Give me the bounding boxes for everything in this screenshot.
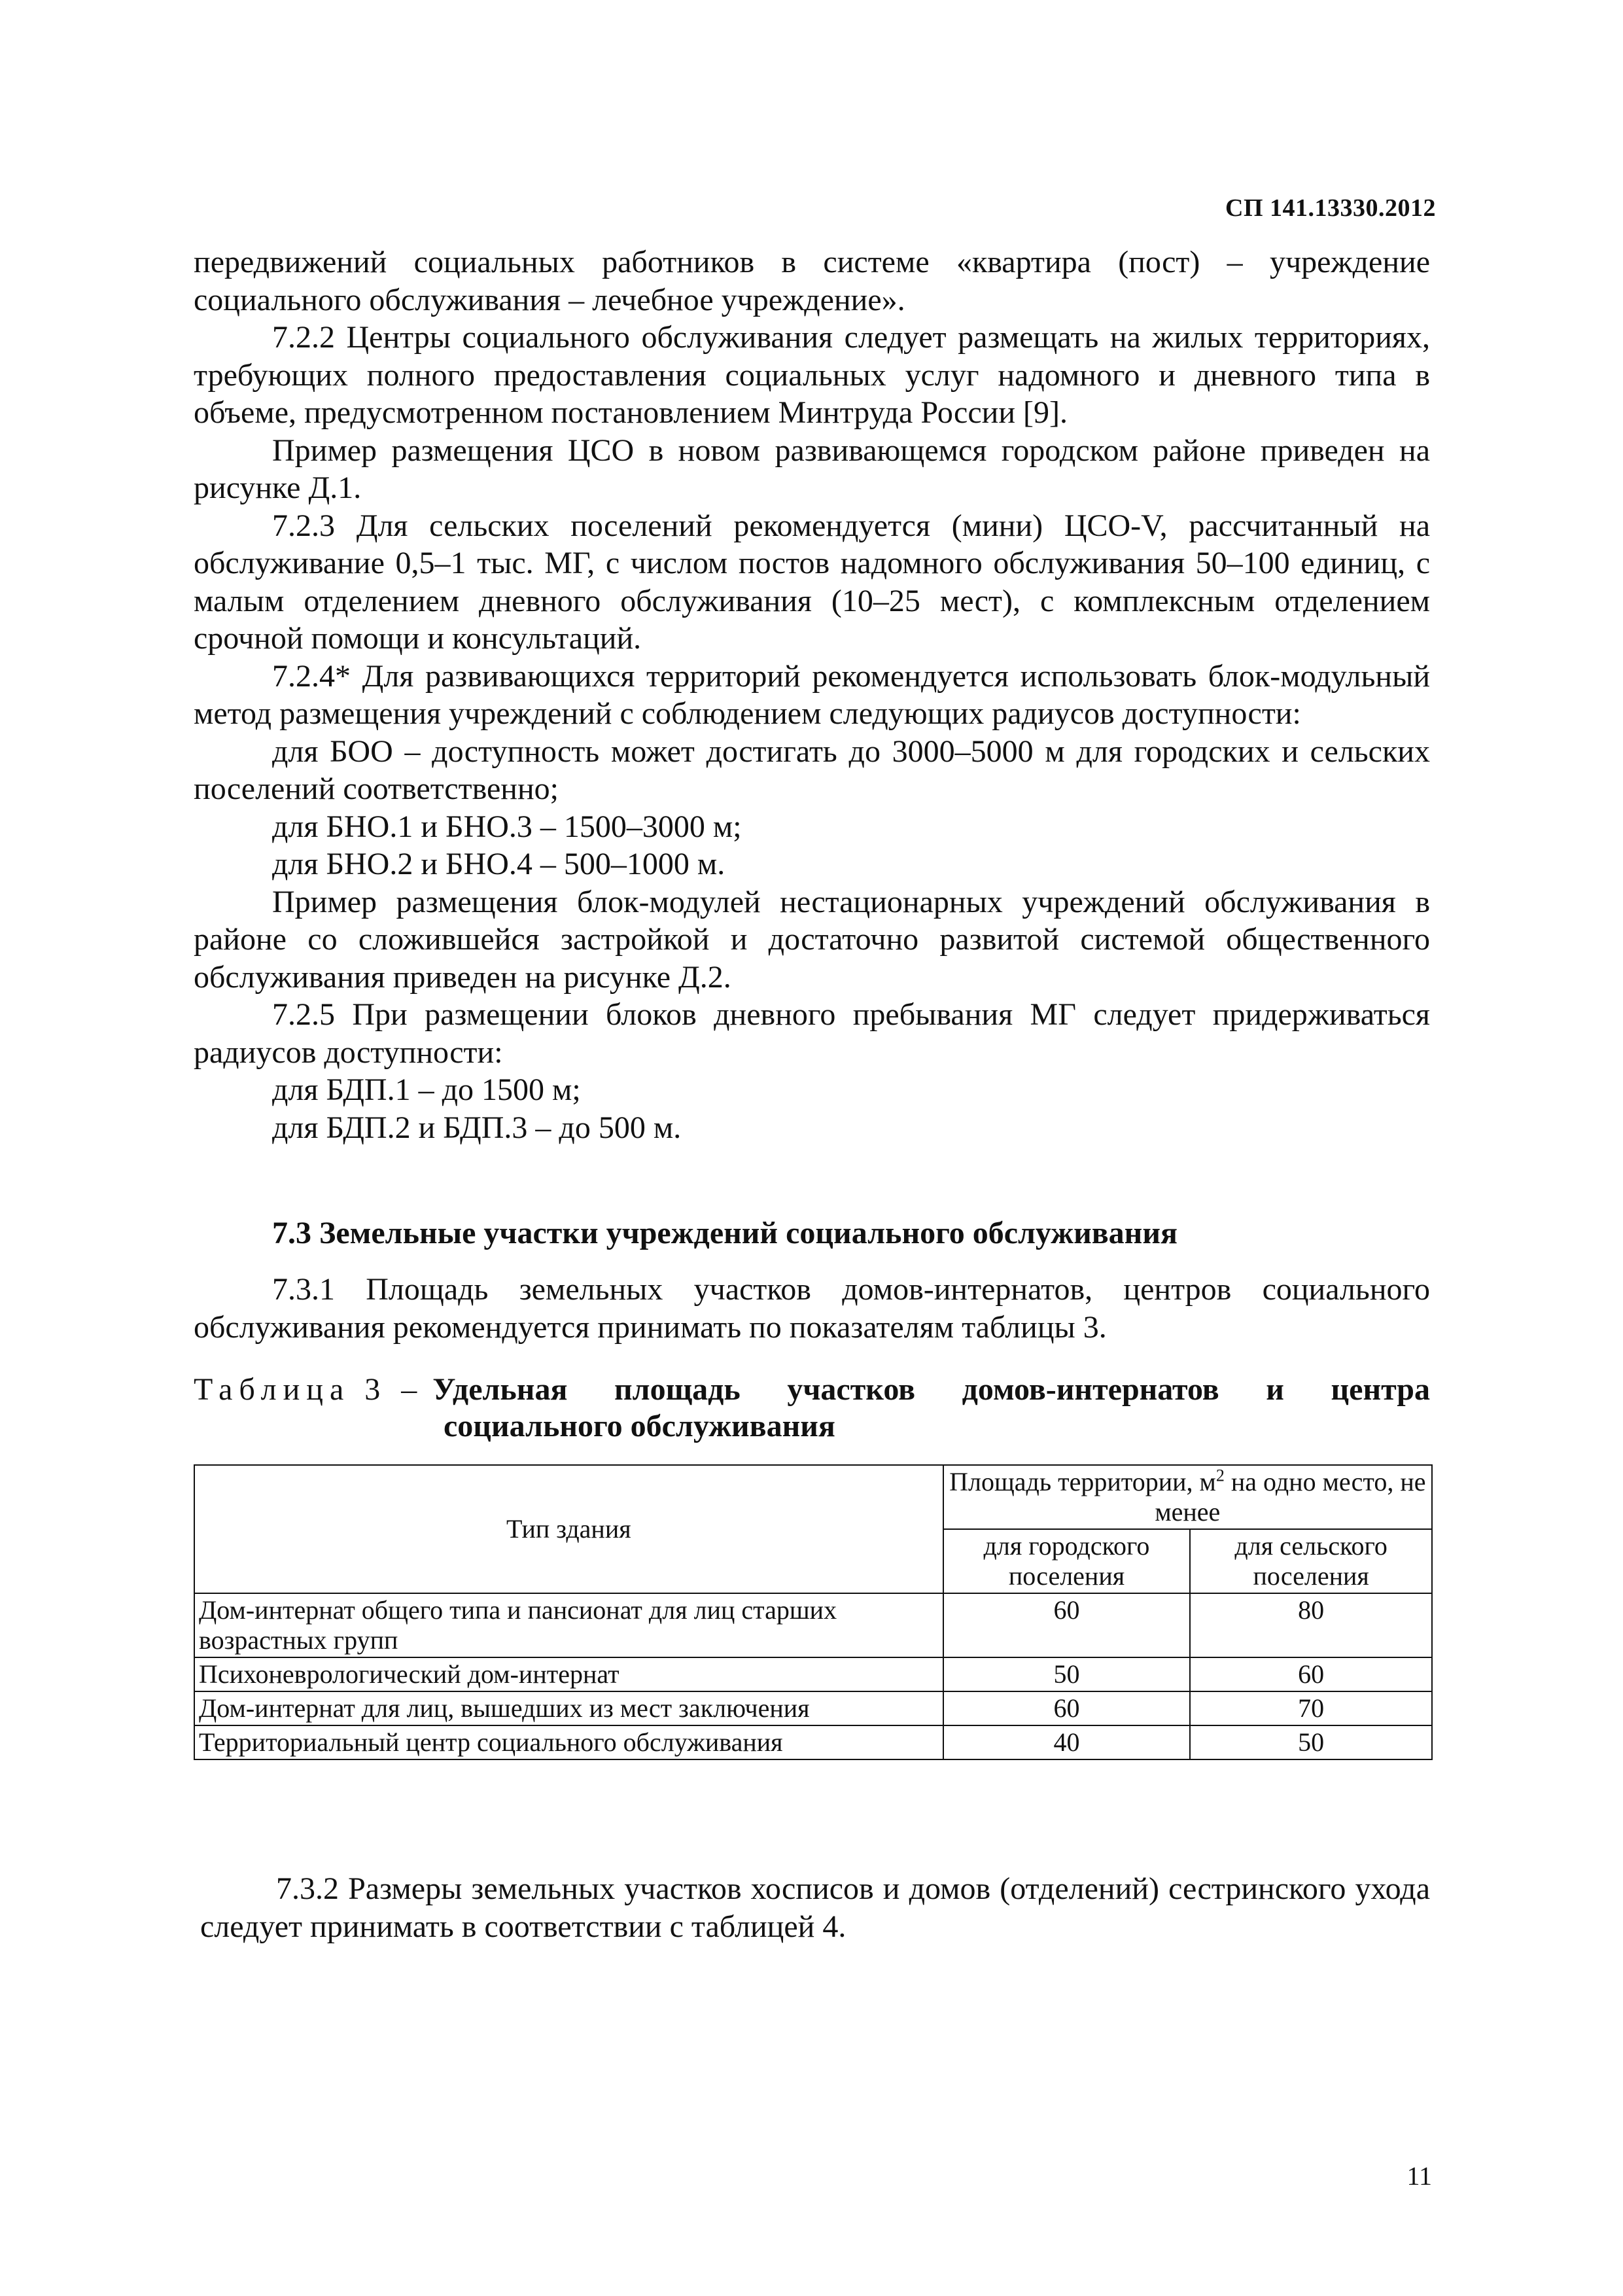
caption-title-line1: Удельная площадь участков домов-интернатов и центра (432, 1372, 1430, 1407)
page-number: 11 (1406, 2161, 1432, 2191)
cell-rural: 80 (1190, 1593, 1432, 1657)
paragraph-bno-2-4: для БНО.2 и БНО.4 – 500–1000 м. (272, 847, 725, 881)
section-heading-7-3: 7.3 Земельные участки учреждений социального обслуживания (272, 1216, 1178, 1250)
paragraph: передвижений социальных работников в системе «квартира (пост) – учреждение социального обслуживания – лечебное учреждение». (194, 245, 1430, 317)
paragraph-7-2-3: 7.2.3 Для сельских поселений рекомендуется (мини) ЦСО-V, рассчитанный на обслуживание 0,5–1 тыс. МГ, с числом постов надомного обслуживания 50–100 единиц, с малым отделением дневного обслуживания (10–25 мест), с комплексным отделением срочной помощи и консультаций. (194, 508, 1430, 656)
body-text-7-3-2 (200, 1870, 1430, 1945)
paragraph-7-3-1: 7.3.1 Площадь земельных участков домов-интернатов, центров социального обслуживания рекомендуется принимать по показателям таблицы 3. (194, 1272, 1430, 1345)
cell-rural: 70 (1190, 1691, 1432, 1725)
caption-line-1 (194, 1371, 1430, 1408)
header-area (943, 1465, 1432, 1529)
paragraph-7-2-5: 7.2.5 При размещении блоков дневного пребывания МГ следует придерживаться радиусов доступности: (194, 997, 1430, 1070)
cell-type: Психоневрологический дом-интернат (194, 1657, 943, 1691)
paragraph-example-d1: Пример размещения ЦСО в новом развивающемся городском районе приведен на рисунке Д.1. (194, 433, 1430, 505)
cell-rural: 60 (1190, 1657, 1432, 1691)
paragraph-7-3-2: 7.3.2 Размеры земельных участков хосписов и домов (отделений) сестринского ухода следует принимать в соответствии с таблицей 4. (200, 1871, 1430, 1944)
cell-type: Дом-интернат общего типа и пансионат для лиц старших возрастных групп (194, 1593, 943, 1657)
paragraph-example-d2: Пример размещения блок-модулей нестационарных учреждений обслуживания в районе со сложившейся застройкой и достаточно развитой системой общественного обслуживания приведен на рисунке Д.2. (194, 884, 1430, 995)
cell-rural: 50 (1190, 1725, 1432, 1759)
caption-title-line2: социального обслуживания (444, 1409, 835, 1443)
header-area-pre: Площадь территории, м (949, 1467, 1216, 1496)
table-row (194, 1657, 1432, 1691)
cell-urban: 60 (943, 1691, 1191, 1725)
paragraph-bdp-2-3: для БДП.2 и БДП.3 – до 500 м. (272, 1110, 682, 1145)
table-caption (194, 1371, 1430, 1445)
table-row (194, 1691, 1432, 1725)
table-row (194, 1593, 1432, 1657)
header-urban: для городского поселения (943, 1529, 1191, 1593)
document-code: СП 141.13330.2012 (1225, 194, 1436, 222)
table-header-row (194, 1465, 1432, 1529)
caption-label: Таблица 3 – (194, 1372, 424, 1407)
table-row (194, 1725, 1432, 1759)
body-text-7-3-1 (194, 1271, 1430, 1346)
table-3 (194, 1464, 1433, 1760)
cell-urban: 40 (943, 1725, 1191, 1759)
header-area-post: на одно место, не менее (1155, 1467, 1426, 1527)
header-rural: для сельского поселения (1190, 1529, 1432, 1593)
paragraph-7-2-4: 7.2.4* Для развивающихся территорий рекомендуется использовать блок-модульный метод размещения учреждений с соблюдением следующих радиусов доступности: (194, 658, 1430, 731)
header-area-sup: 2 (1215, 1466, 1225, 1485)
cell-type: Территориальный центр социального обслуживания (194, 1725, 943, 1759)
header-building-type: Тип здания (194, 1465, 943, 1593)
cell-urban: 60 (943, 1593, 1191, 1657)
paragraph-bno-1-3: для БНО.1 и БНО.3 – 1500–3000 м; (272, 809, 742, 844)
cell-urban: 50 (943, 1657, 1191, 1691)
paragraph-bdp-1: для БДП.1 – до 1500 м; (272, 1072, 581, 1107)
paragraph-7-2-2: 7.2.2 Центры социального обслуживания следует размещать на жилых территориях, требующих полного предоставления социальных услуг надомного и дневного типа в объеме, предусмотренном постановлением Минтруда России [9]. (194, 320, 1430, 430)
cell-type: Дом-интернат для лиц, вышедших из мест заключения (194, 1691, 943, 1725)
body-text-top (194, 243, 1430, 1146)
paragraph-boo: для БОО – доступность может достигать до 3000–5000 м для городских и сельских поселений соответственно; (194, 733, 1430, 806)
